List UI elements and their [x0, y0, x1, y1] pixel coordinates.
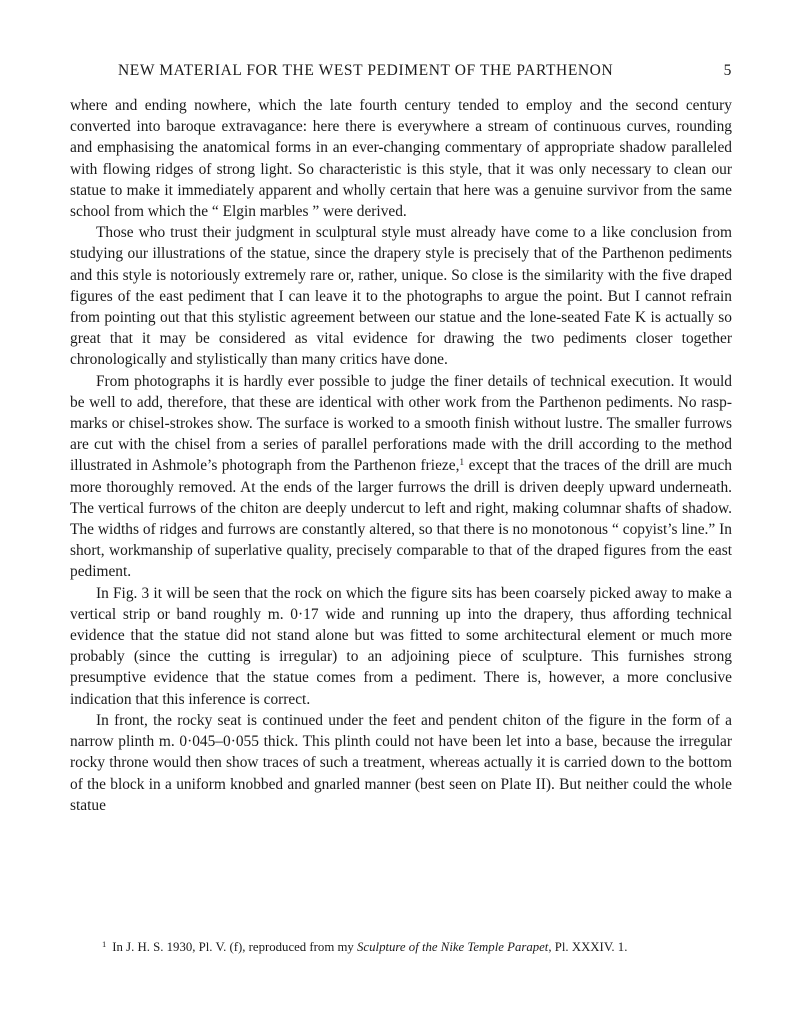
paragraph-4: In Fig. 3 it will be seen that the rock on which the figure sits has been coarsely picked away to make a vertical strip or band roughly m. 0·17 wide and running up into the drapery, thus affording technical evidence that the statue did not stand alone but was fitted to some architectural element or much more probably (since the cutting is irregular) to an adjoining piece of sculpture. This furnishes strong presumptive evidence that the statue comes from a pediment. There is, however, a more conclusive indication that this inference is correct.: [70, 584, 732, 708]
paragraph-1: where and ending nowhere, which the late fourth century tended to employ and the second century converted into baroque extravagance: here there is everywhere a stream of continuous curves, rounding and emphasising the anatomical forms in an ever-changing commentary of appropriate shadow paralleled with flowing ridges of strong light. So characteristic is this style, that it was only necessary to clean our statue to make it immediately apparent and wholly certain that here was a genuine survivor from the same school from which the “ Elgin marbles ” were derived.: [70, 97, 732, 221]
footnote-text-after: , Pl. XXXIV. 1.: [548, 940, 628, 954]
running-title: NEW MATERIAL FOR THE WEST PEDIMENT OF THE PARTHENON: [118, 62, 614, 79]
footnote-book-title: Sculpture of the Nike Temple Parapet: [357, 940, 549, 954]
footnote-marker: 1: [102, 939, 107, 949]
running-head: [70, 58, 732, 86]
paragraph-2: Those who trust their judgment in sculptural style must already have come to a like conclusion from studying our illustrations of the statue, since the drapery style is precisely that of the Parthenon pediments and this style is notoriously extremely rare or, rather, unique. So close is the similarity with the five draped figures of the east pediment that I can leave it to the photographs to argue the point. But I cannot refrain from pointing out that this stylistic agreement between our statue and the lone-seated Fate K is actually so great that it may be considered as vital evidence for drawing the two pediments closer together chronologically and stylistically than many critics have done.: [70, 224, 732, 369]
body-text: [70, 95, 732, 816]
paragraph-5: In front, the rocky seat is continued under the feet and pendent chiton of the figure in the form of a narrow plinth m. 0·045–0·055 thick. This plinth could not have been let into a base, because the irregular rocky throne would then show traces of such a treatment, whereas actually it is carried down to the bottom of the block in a uniform knobbed and gnarled manner (best seen on Plate II). But neither could the whole statue: [70, 711, 732, 814]
paragraph-3-text-after-note: except that the traces of the drill are much more thoroughly removed. At the ends of the larger furrows the drill is driven deeply upward underneath. The vertical furrows of the chiton are deeply undercut to left and right, making columnar shafts of shadow. The widths of ridges and furrows are constantly altered, so that there is no monotonous “ copyist’s line.” In short, workmanship of superlative quality, precisely comparable to that of the draped figures from the east pediment.: [70, 457, 732, 581]
footnote-text-before: In J. H. S. 1930, Pl. V. (f), reproduced from my: [112, 940, 358, 954]
paragraph-3: [70, 371, 732, 583]
footnote-reference: 1: [459, 458, 465, 469]
footnote: [102, 939, 742, 956]
page-content: [70, 58, 732, 816]
paragraph-3-text-before-note: From photographs it is hardly ever possible to judge the finer details of technical execution. It would be well to add, therefore, that these are identical with other work from the Parthenon pediments. No rasp-marks or chisel-strokes show. The surface is worked to a smooth finish without lustre. The smaller furrows are cut with the chisel from a series of parallel perforations made with the drill according to the method illustrated in Ashmole’s photograph from the Parthenon frieze,: [70, 372, 732, 475]
page-number: 5: [723, 62, 732, 79]
